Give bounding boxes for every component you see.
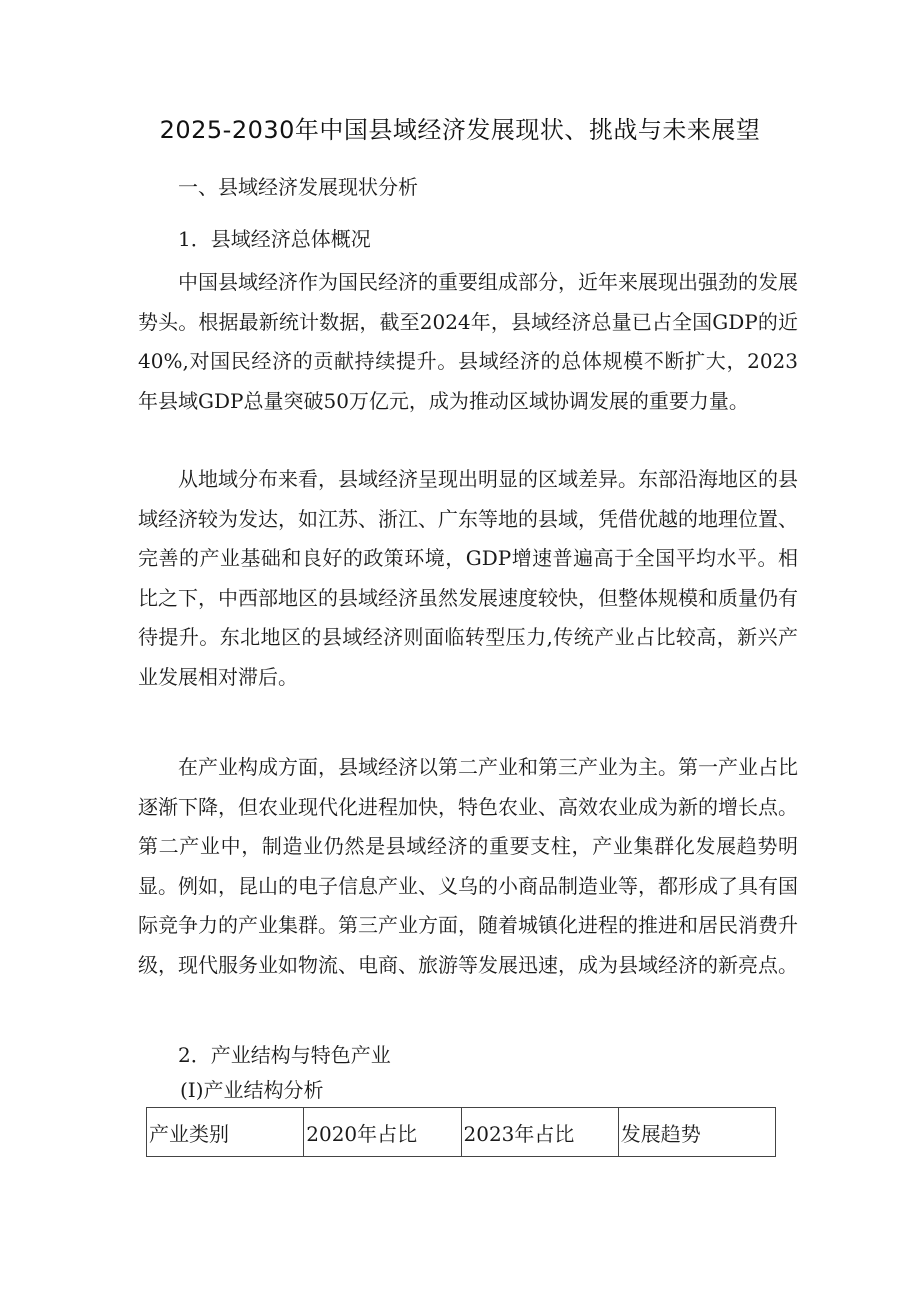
subsection-heading-2: 2．产业结构与特色产业 bbox=[178, 1043, 391, 1067]
section-heading-1: 一、县域经济发展现状分析 bbox=[178, 175, 418, 199]
paragraph-industry-composition: 在产业构成方面，县域经济以第二产业和第三产业为主。第一产业占比逐渐下降，但农业现代化进程加快，特色农业、高效农业成为新的增长点。第二产业中，制造业仍然是县域经济的重要支柱，产业集群化发展趋势明显。例如，昆山的电子信息产业、义乌的小商品制造业等，都形成了具有国际竞争力的产业集群。第三产业方面，随着城镇化进程的推进和居民消费升级，现代服务业如物流、电商、旅游等发展迅速，成为县域经济的新亮点。 bbox=[138, 755, 798, 977]
paragraph-overview: 中国县域经济作为国民经济的重要组成部分，近年来展现出强劲的发展势头。根据最新统计数据，截至2024年，县域经济总量已占全国GDP的近40%,对国民经济的贡献持续提升。县域经济的总体规模不断扩大，2023年县域GDP总量突破50万亿元，成为推动区域协调发展的重要力量。 bbox=[138, 270, 798, 413]
table-header-cell-category: 产业类别 bbox=[147, 1108, 304, 1157]
document-title: 2025-2030年中国县域经济发展现状、挑战与未来展望 bbox=[159, 116, 761, 144]
industry-structure-table bbox=[146, 1107, 776, 1157]
table-header-cell-2023: 2023年占比 bbox=[461, 1108, 618, 1157]
subsubsection-heading: (I)产业结构分析 bbox=[180, 1078, 324, 1102]
table-header-cell-2020: 2020年占比 bbox=[304, 1108, 461, 1157]
subsection-heading-1: 1．县域经济总体概况 bbox=[178, 227, 371, 251]
paragraph-regional-distribution: 从地域分布来看，县域经济呈现出明显的区域差异。东部沿海地区的县域经济较为发达，如江苏、浙江、广东等地的县域，凭借优越的地理位置、完善的产业基础和良好的政策环境，GDP增速普遍高于全国平均水平。相比之下，中西部地区的县域经济虽然发展速度较快，但整体规模和质量仍有待提升。东北地区的县域经济则面临转型压力,传统产业占比较高，新兴产业发展相对滞后。 bbox=[138, 467, 798, 689]
table-header-row bbox=[147, 1108, 776, 1157]
table-header-cell-trend: 发展趋势 bbox=[618, 1108, 775, 1157]
